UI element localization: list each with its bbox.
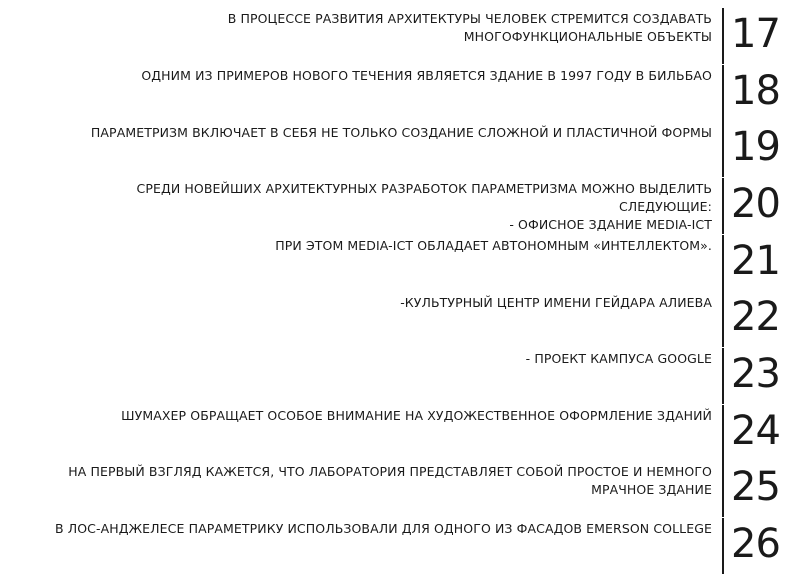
entry-21[interactable] [0,237,712,255]
page-number-label: 22 [731,294,780,340]
entry-25-line-2: МРАЧНОЕ ЗДАНИЕ [591,482,712,497]
divider-bar [722,178,724,234]
entry-25-line-1: НА ПЕРВЫЙ ВЗГЛЯД КАЖЕТСЯ, ЧТО ЛАБОРАТОРИЯ ПРЕДСТАВЛЯЕТ СОБОЙ ПРОСТОЕ И НЕМНОГО [68,464,712,479]
entry-25[interactable] [0,463,712,499]
divider-bar [722,461,724,517]
entry-23[interactable] [0,350,712,368]
entry-18[interactable] [0,67,712,85]
divider-bar [722,65,724,121]
entry-20-line-1: СРЕДИ НОВЕЙШИХ АРХИТЕКТУРНЫХ РАЗРАБОТОК ПАРАМЕТРИЗМА МОЖНО ВЫДЕЛИТЬ [136,181,712,196]
divider-bar [722,235,724,291]
divider-bar [722,518,724,574]
page-number-25[interactable] [722,461,792,519]
entry-22-line-1: -КУЛЬТУРНЫЙ ЦЕНТР ИМЕНИ ГЕЙДАРА АЛИЕВА [400,295,712,310]
entry-24-line-1: ШУМАХЕР ОБРАЩАЕТ ОСОБОЕ ВНИМАНИЕ НА ХУДОЖЕСТВЕННОЕ ОФОРМЛЕНИЕ ЗДАНИЙ [121,408,712,423]
page-number-21[interactable] [722,235,792,293]
page-number-17[interactable] [722,8,792,66]
entry-19-line-1: ПАРАМЕТРИЗМ ВКЛЮЧАЕТ В СЕБЯ НЕ ТОЛЬКО СОЗДАНИЕ СЛОЖНОЙ И ПЛАСТИЧНОЙ ФОРМЫ [90,125,712,140]
page-number-22[interactable] [722,291,792,349]
entry-20-line-2: СЛЕДУЮЩИЕ: [618,199,712,214]
entry-21-line-1: ПРИ ЭТОМ MEDIA-ICT ОБЛАДАЕТ АВТОНОМНЫМ «ИНТЕЛЛЕКТОМ». [275,238,712,253]
page-number-19[interactable] [722,121,792,179]
page-number-24[interactable] [722,405,792,463]
page-number-23[interactable] [722,348,792,406]
entry-22[interactable] [0,294,712,312]
divider-bar [722,348,724,404]
page-number-label: 19 [731,124,780,170]
entry-17[interactable] [0,10,712,46]
page-number-label: 17 [731,11,780,57]
page-number-label: 24 [731,408,780,454]
entry-17-line-2: МНОГОФУНКЦИОНАЛЬНЫЕ ОБЪЕКТЫ [463,29,712,44]
entry-24[interactable] [0,407,712,425]
page-number-label: 23 [731,351,780,397]
entry-26[interactable] [0,520,712,538]
entry-20[interactable] [0,180,712,234]
entry-19[interactable] [0,124,712,142]
page-number-26[interactable] [722,518,792,576]
page-number-label: 21 [731,238,780,284]
divider-bar [722,291,724,347]
entry-23-line-1: - ПРОЕКТ КАМПУСА GOOGLE [525,351,712,366]
page-number-20[interactable] [722,178,792,236]
entry-20-line-3: - ОФИСНОЕ ЗДАНИЕ MEDIA-ICT [509,217,712,232]
page-number-label: 26 [731,521,780,567]
divider-bar [722,405,724,461]
entry-26-line-1: В ЛОС-АНДЖЕЛЕСЕ ПАРАМЕТРИКУ ИСПОЛЬЗОВАЛИ ДЛЯ ОДНОГО ИЗ ФАСАДОВ EMERSON COLLEGE [54,521,712,536]
page-number-label: 18 [731,68,780,114]
page-number-label: 25 [731,464,780,510]
page-number-18[interactable] [722,65,792,123]
divider-bar [722,8,724,64]
divider-bar [722,121,724,177]
page-number-label: 20 [731,181,780,227]
entry-18-line-1: ОДНИМ ИЗ ПРИМЕРОВ НОВОГО ТЕЧЕНИЯ ЯВЛЯЕТСЯ ЗДАНИЕ В 1997 ГОДУ В БИЛЬБАО [141,68,712,83]
entry-17-line-1: В ПРОЦЕССЕ РАЗВИТИЯ АРХИТЕКТУРЫ ЧЕЛОВЕК СТРЕМИТСЯ СОЗДАВАТЬ [227,11,712,26]
